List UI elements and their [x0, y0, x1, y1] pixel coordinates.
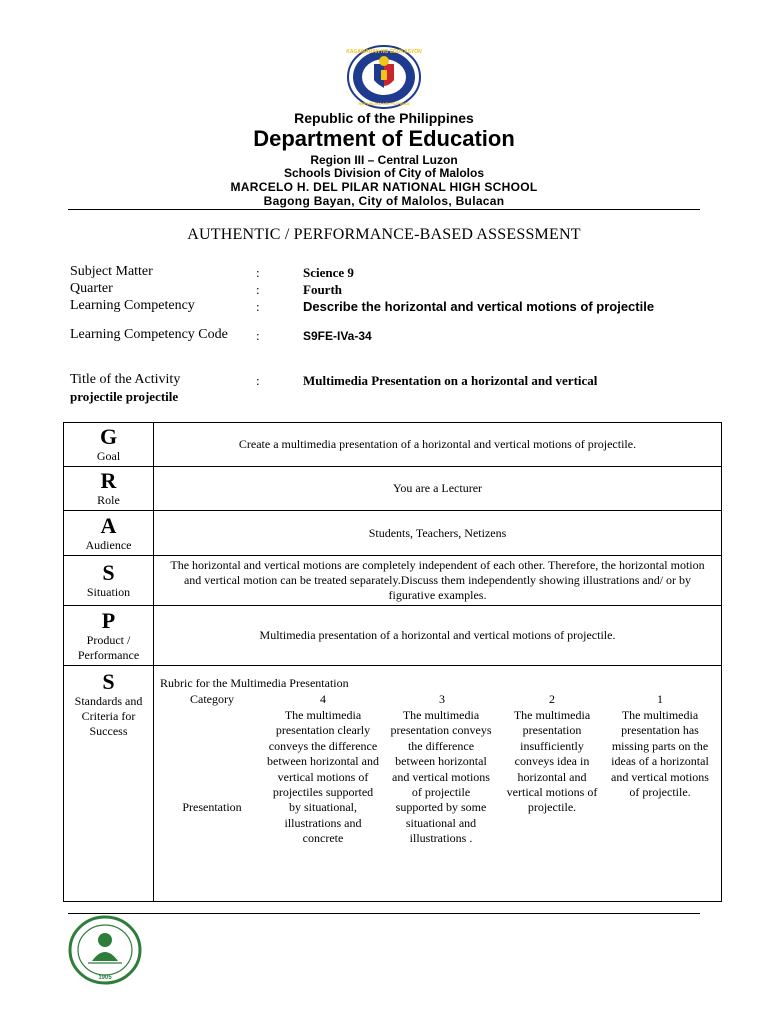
subject-value: Science 9: [303, 265, 354, 280]
school-name: MARCELO H. DEL PILAR NATIONAL HIGH SCHOOL: [230, 180, 538, 194]
role-cell: [64, 467, 154, 511]
rubric-score-4: 4: [320, 692, 326, 706]
standards-label: Standards and Criteria for Success: [74, 694, 143, 738]
activity-colon: :: [256, 373, 260, 388]
situation-label: Situation: [86, 585, 131, 599]
goal-letter: G: [99, 424, 118, 449]
situation-letter: S: [102, 560, 115, 585]
rubric-score-2: 2: [549, 692, 555, 706]
product-label: Product / Performance: [77, 632, 140, 662]
rubric-category-header: Category: [190, 692, 234, 706]
activity-label: Title of the Activity: [70, 372, 181, 387]
school-seal-logo: [68, 915, 142, 985]
rubric-title: Rubric for the Multimedia Presentation: [160, 676, 349, 690]
rubric-descriptor-1: The multimedia presentation has missing parts on the ideas of a horizontal and vertical motions of projectile.: [611, 708, 709, 800]
school-address: Bagong Bayan, City of Malolos, Bulacan: [263, 194, 505, 208]
role-letter: R: [100, 468, 117, 493]
footer-divider: [68, 913, 700, 914]
quarter-label: Quarter: [70, 281, 113, 296]
competency-label: Learning Competency: [70, 298, 195, 313]
goal-text: Create a multimedia presentation of a horizontal and vertical motions of projectile.: [154, 423, 722, 467]
region-line: Region III – Central Luzon: [310, 153, 458, 167]
grasps-row-product: [64, 606, 722, 666]
rubric-descriptor-3: The multimedia presentation conveys the difference between horizontal and vertical motions of projectile supported by some situational and illustrations .: [390, 708, 492, 846]
code-label: Learning Competency Code: [70, 327, 228, 342]
code-value: S9FE-IVa-34: [303, 329, 372, 343]
division-line: Schools Division of City of Malolos: [283, 166, 484, 180]
competency-value: Describe the horizontal and vertical motions of projectile: [303, 299, 655, 314]
product-cell: [64, 606, 154, 666]
document-title: AUTHENTIC / PERFORMANCE-BASED ASSESSMENT: [187, 226, 581, 243]
quarter-colon: :: [256, 282, 260, 297]
standards-cell: [64, 666, 154, 902]
audience-cell: [64, 511, 154, 556]
code-colon: :: [256, 328, 260, 343]
rubric-row-category: Presentation: [182, 800, 242, 814]
activity-value: Multimedia Presentation on a horizontal and vertical: [303, 373, 598, 388]
standards-letter: S: [102, 669, 115, 694]
grasps-row-goal: [64, 423, 722, 467]
competency-colon: :: [256, 299, 260, 314]
seal-text-top: KAGAWARAN NG EDUKASYON: [346, 49, 422, 55]
subject-label: Subject Matter: [70, 264, 153, 279]
goal-cell: [64, 423, 154, 467]
republic-heading: Republic of the Philippines: [294, 110, 474, 126]
goal-label: Goal: [96, 449, 121, 463]
product-text: Multimedia presentation of a horizontal and vertical motions of projectile.: [154, 606, 722, 666]
rubric-descriptor-2: The multimedia presentation insufficiently conveys idea in horizontal and vertical motions of projectile.: [506, 708, 598, 815]
situation-cell: [64, 556, 154, 606]
quarter-value: Fourth: [303, 282, 342, 297]
rubric-descriptor-4: The multimedia presentation clearly conveys the difference between horizontal and vertical motions of projectiles supported by situational, illustrations and concrete: [267, 708, 379, 846]
deped-seal-logo: [344, 44, 424, 110]
audience-text: Students, Teachers, Netizens: [154, 511, 722, 556]
rubric-score-1: 1: [657, 692, 663, 706]
grasps-row-situation: [64, 556, 722, 606]
grasps-row-role: [64, 467, 722, 511]
subject-colon: :: [256, 265, 260, 280]
seal-year: 1905: [98, 975, 112, 981]
audience-letter: A: [100, 512, 117, 538]
role-label: Role: [97, 493, 120, 507]
header-divider: [68, 209, 700, 210]
role-text: You are a Lecturer: [154, 467, 722, 511]
audience-label: Audience: [85, 537, 132, 552]
activity-value-continued: projectile projectile: [70, 389, 179, 404]
rubric-score-3: 3: [439, 692, 445, 706]
situation-text: The horizontal and vertical motions are completely independent of each other. Therefore, the horizontal motion and vertical motion can be treated separately.Discuss them independently showing illustrations and/ or by figurative examples.: [154, 556, 722, 606]
department-heading: Department of Education: [253, 126, 515, 151]
product-letter: P: [101, 607, 116, 633]
seal-text-bottom: REPUBLIKA NG PILIPINAS: [358, 101, 410, 106]
grasps-row-audience: [64, 511, 722, 556]
